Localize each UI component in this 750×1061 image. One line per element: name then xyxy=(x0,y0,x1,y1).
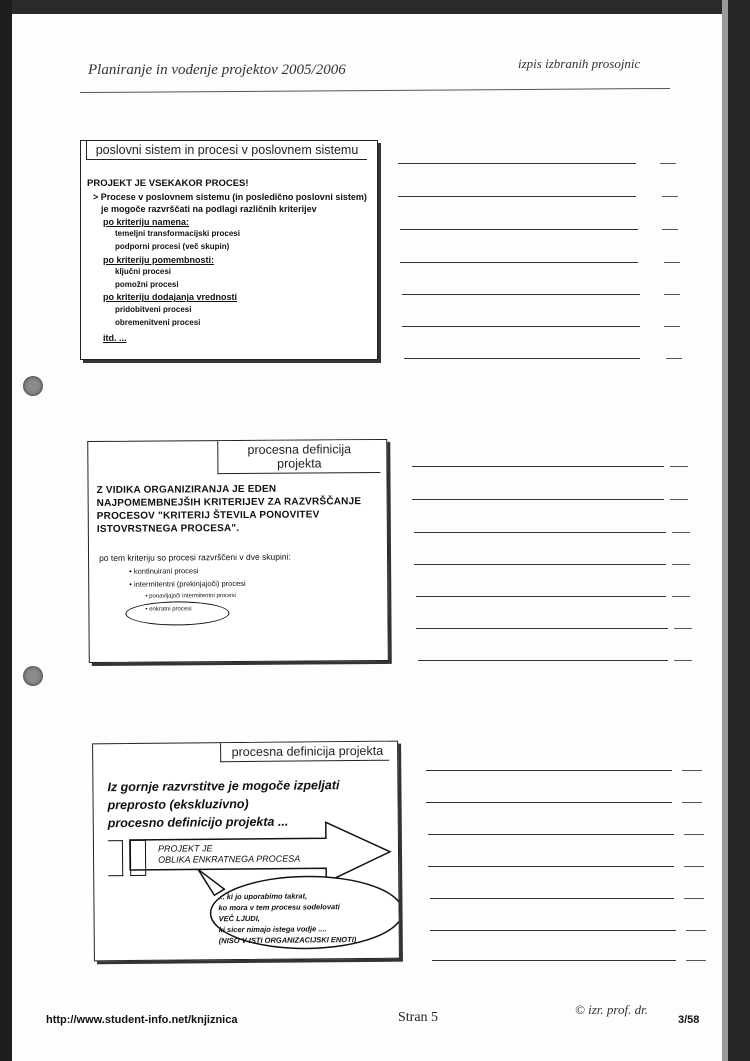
slide-3-lead-line: procesno definicijo projekta ... xyxy=(107,814,289,831)
arrow-label xyxy=(158,843,300,866)
slide-1-line: PROJEKT JE VSEKAKOR PROCES! xyxy=(87,178,249,189)
slide-1-line: temeljni transformacijski procesi xyxy=(115,229,240,239)
footer-page-number: Stran 5 xyxy=(398,1010,439,1025)
slide-2-statement xyxy=(97,482,362,536)
slide-1-line: podporni procesi (več skupin) xyxy=(115,241,230,251)
callout-text xyxy=(218,890,356,946)
slide-1-line: pridobitveni procesi xyxy=(115,304,192,314)
note-tick xyxy=(672,532,690,533)
slide-3-lead-line: preprosto (ekskluzivno) xyxy=(107,796,249,813)
note-tick xyxy=(670,499,688,500)
slide-1-line: obremenitveni procesi xyxy=(115,317,201,327)
note-tick xyxy=(684,834,704,835)
slide-1-title: poslovni sistem in procesi v poslovnem sistemu xyxy=(86,141,367,160)
note-line xyxy=(430,930,676,931)
note-line xyxy=(400,262,638,263)
slide-1-line: po kriteriju dodajanja vrednosti xyxy=(103,292,238,303)
bracket-shape xyxy=(108,840,123,876)
note-tick xyxy=(674,660,692,661)
note-tick xyxy=(682,802,702,803)
note-tick xyxy=(664,326,680,327)
slide-1 xyxy=(80,140,378,360)
slide-1-body xyxy=(87,178,367,345)
note-line xyxy=(432,960,676,961)
note-tick xyxy=(682,770,702,771)
note-tick xyxy=(672,596,690,597)
slide-2-list-intro: po tem kriteriju so procesi razvrščeni v dve skupini: xyxy=(99,551,291,563)
callout-line: ki sicer nimajo istega vodje .... xyxy=(218,924,327,935)
slide-2 xyxy=(87,439,389,663)
note-line xyxy=(426,770,672,771)
note-tick xyxy=(684,866,704,867)
note-tick xyxy=(686,960,706,961)
box-shape xyxy=(130,840,146,876)
hand-drawn-oval-highlight xyxy=(125,601,229,626)
note-line xyxy=(404,358,640,359)
note-tick xyxy=(666,358,682,359)
slide-2-statement-line: NAJPOMEMBNEJŠIH KRITERIJEV ZA RAZVRŠČANJE xyxy=(96,496,362,509)
slide-1-line: po kriteriju pomembnosti: xyxy=(103,254,215,265)
arrow-label-line: PROJEKT JE xyxy=(157,843,213,854)
slide-2-title: procesna definicija projekta xyxy=(217,440,380,474)
arrow-label-line: OBLIKA ENKRATNEGA PROCESA xyxy=(158,853,301,865)
note-tick xyxy=(662,229,678,230)
slide-1-line: itd. ... xyxy=(103,333,127,344)
slide-3-lead xyxy=(107,776,339,832)
note-line xyxy=(412,499,664,500)
note-tick xyxy=(684,898,704,899)
note-line xyxy=(402,326,640,327)
note-line xyxy=(414,532,666,533)
note-line xyxy=(416,596,666,597)
slide-2-statement-line: ISTOVRSTNEGA PROCESA". xyxy=(96,522,240,535)
punch-hole-bottom xyxy=(23,666,43,686)
slide-2-list-item: • kontinuirani procesi xyxy=(129,566,199,576)
scan-border-right xyxy=(728,0,750,1061)
footer-slide-count: 3/58 xyxy=(678,1014,700,1026)
note-line xyxy=(418,660,668,661)
punch-hole-top xyxy=(23,376,43,396)
callout-line: ... ki jo uporabimo takrat, xyxy=(218,891,308,902)
note-tick xyxy=(664,294,680,295)
note-line xyxy=(428,834,674,835)
note-line xyxy=(398,163,636,164)
slide-2-statement-line: Z VIDIKA ORGANIZIRANJA JE EDEN xyxy=(96,483,277,496)
slide-1-line: > Procese v poslovnem sistemu (in posledično poslovni sistem) xyxy=(93,191,367,202)
callout-line: VEČ LJUDI, xyxy=(218,913,260,924)
slide-1-line: ključni procesi xyxy=(115,267,172,277)
slide-2-list-item: • intermitentni (prekinjajoči) procesi xyxy=(129,578,246,589)
footer-url[interactable]: http://www.student-info.net/knjiznica xyxy=(46,1014,238,1026)
slide-3-lead-line: Iz gornje razvrstitve je mogoče izpeljati xyxy=(107,778,340,795)
header-print-label: izpis izbranih prosojnic xyxy=(518,56,641,71)
note-line xyxy=(398,196,636,197)
slide-3-title: procesna definicija projekta xyxy=(220,742,389,762)
note-tick xyxy=(674,628,692,629)
note-line xyxy=(412,466,664,467)
header-course-title: Planiranje in vodenje projektov 2005/2006 xyxy=(88,62,346,78)
slide-3 xyxy=(92,741,400,962)
note-tick xyxy=(670,466,688,467)
slide-2-list-item: • enkratni procesi xyxy=(145,606,192,613)
slide-1-line: po kriteriju namena: xyxy=(103,216,190,227)
slide-2-list-item: • ponavljajoči intermitentni procesi xyxy=(145,593,236,600)
note-line xyxy=(400,229,638,230)
note-line xyxy=(428,866,674,867)
note-tick xyxy=(686,930,706,931)
note-line xyxy=(430,898,674,899)
note-tick xyxy=(664,262,680,263)
note-line xyxy=(402,294,640,295)
scan-border-top xyxy=(0,0,750,14)
note-tick xyxy=(660,163,676,164)
footer-copyright: © izr. prof. dr. xyxy=(575,1002,648,1017)
scan-border-left xyxy=(0,0,12,1061)
slide-1-line: je mogoče razvrščati na podlagi različnih kriterijev xyxy=(101,204,317,215)
slide-2-statement-line: PROCESOV "KRITERIJ ŠTEVILA PONOVITEV xyxy=(96,509,320,522)
note-tick xyxy=(662,196,678,197)
note-tick xyxy=(672,564,690,565)
callout-line: ko mora v tem procesu sodelovati xyxy=(218,902,340,913)
slide-1-line: pomožni procesi xyxy=(115,279,179,289)
note-line xyxy=(416,628,668,629)
note-line xyxy=(414,564,666,565)
note-line xyxy=(426,802,672,803)
callout-line: (NISO V ISTI ORGANIZACIJSKI ENOTI) xyxy=(218,935,357,946)
